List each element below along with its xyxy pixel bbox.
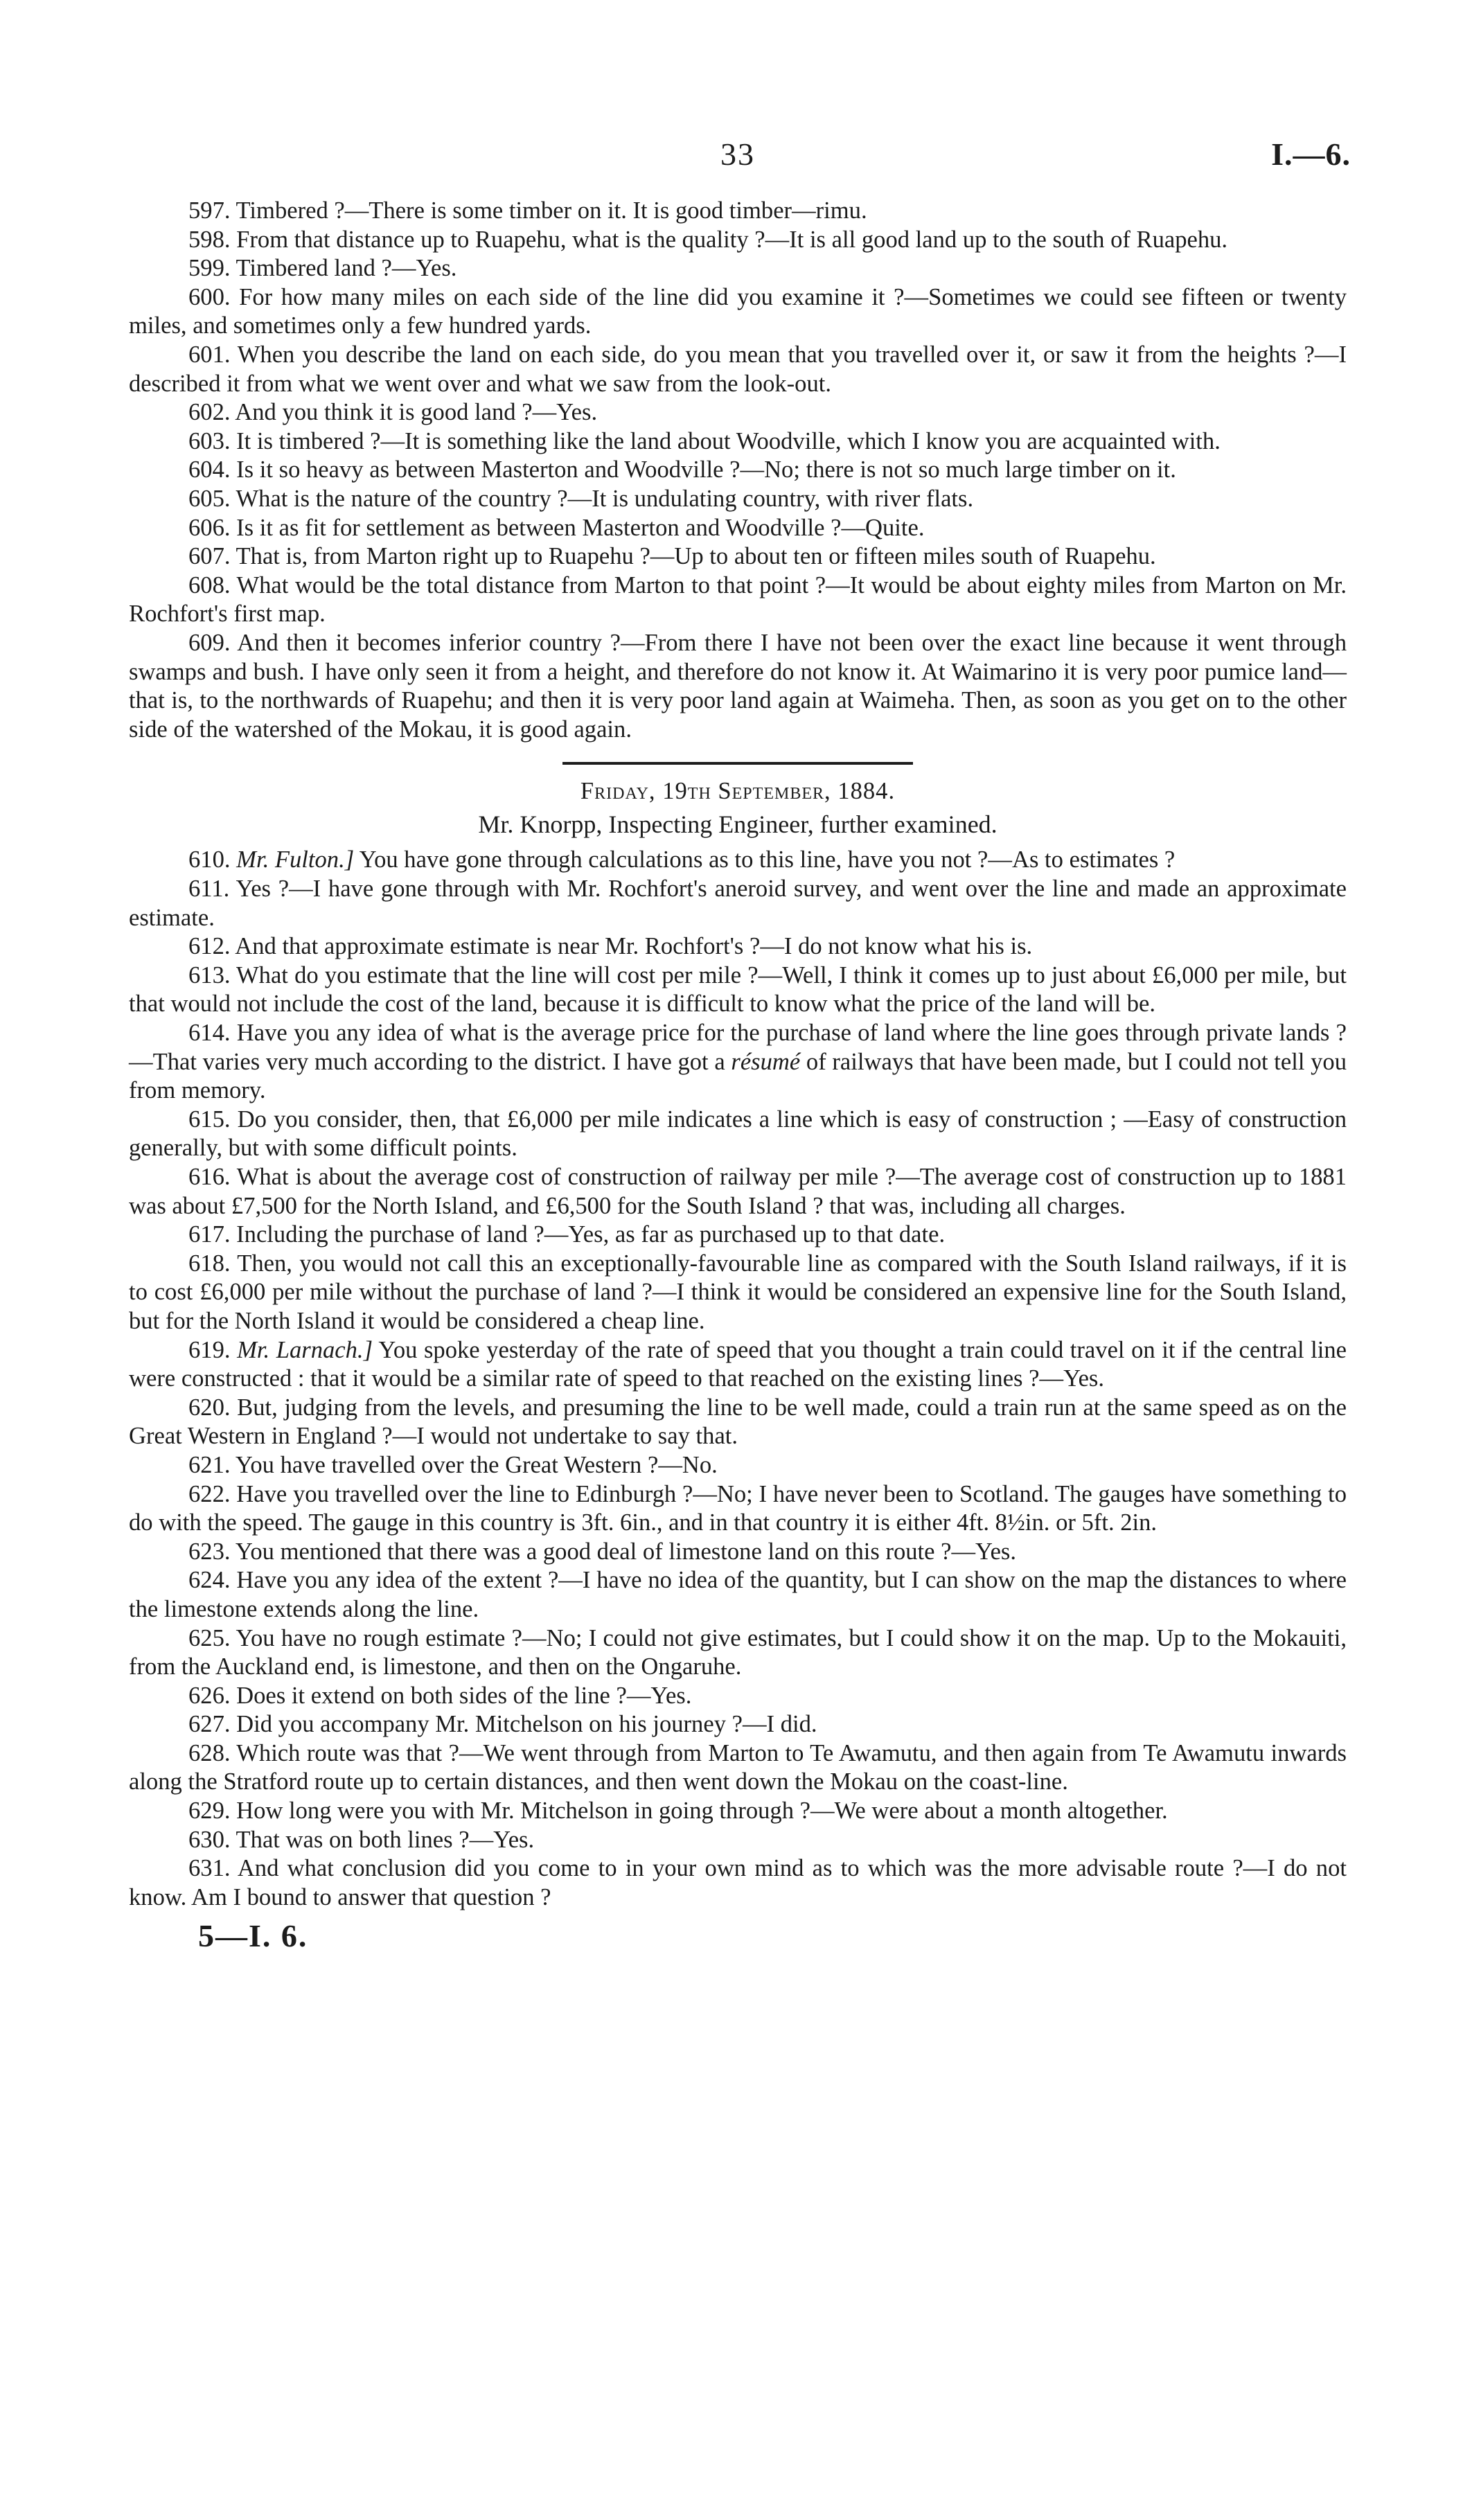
qa-paragraph: 613. What do you estimate that the line will cost per mile ?—Well, I think it comes up to just about £6,000 per mile, but that would not include the cost of the land, because it is difficult to know what the price of the land will be. xyxy=(129,961,1347,1018)
qa-paragraph: 607. That is, from Marton right up to Ruapehu ?—Up to about ten or fifteen miles south of Ruapehu. xyxy=(188,543,1156,570)
qa-paragraph: 601. When you describe the land on each side, do you mean that you travelled over it, or saw it from the heights ?—I described it from what we went over and what we saw from the look-out. xyxy=(129,341,1347,397)
qa-paragraph: 622. Have you travelled over the line to Edinburgh ?—No; I have never been to Scotland. The gauges have something to do with the speed. The gauge in this country is 3ft. 6in., and in that country it is either 4ft. 8½in. or 5ft. 2in. xyxy=(129,1480,1347,1536)
qa-paragraph: 600. For how many miles on each side of the line did you examine it ?—Sometimes we could see fifteen or twenty miles, and sometimes only a few hundred yards. xyxy=(129,283,1347,339)
qa-paragraph: 602. And you think it is good land ?—Yes. xyxy=(188,399,598,426)
qa-paragraph: 620. But, judging from the levels, and presuming the line to be well made, could a train run at the same speed as on the Great Western in England ?—I would not undertake to say that. xyxy=(129,1394,1347,1450)
qa-paragraph: 617. Including the purchase of land ?—Yes, as far as purchased up to that date. xyxy=(188,1221,946,1248)
paragraphs-611-613 xyxy=(129,875,1347,1019)
qa-paragraph: 625. You have no rough estimate ?—No; I could not give estimates, but I could show it on the map. Up to the Mokauiti, from the Auckland end, is limestone, and then on the Ongaruhe. xyxy=(129,1624,1347,1680)
paragraph-614 xyxy=(129,1019,1347,1106)
question-number: 619. xyxy=(188,1336,231,1363)
paragraph-619 xyxy=(129,1336,1347,1394)
speaker-name: Mr. Larnach.] xyxy=(237,1336,373,1363)
paragraph-text: 614. Have you any idea of what is the average price for the purchase of land where the line goes through private lands ?—That varies very much according to the district. I have got a xyxy=(129,1020,1347,1075)
question-number: 610. xyxy=(188,846,231,873)
qa-paragraph: 599. Timbered land ?—Yes. xyxy=(188,255,457,282)
qa-paragraph: 611. Yes ?—I have gone through with Mr. Rochfort's aneroid survey, and went over the line and made an approximate estimate. xyxy=(129,876,1347,931)
session-date: Friday, 19th September, 1884. xyxy=(580,778,896,805)
qa-paragraph: 603. It is timbered ?—It is something like the land about Woodville, which I know you are acquainted with. xyxy=(188,427,1221,454)
qa-paragraph: 631. And what conclusion did you come to in your own mind as to which was the more advisable route ?—I do not know. Am I bound to answer that question ? xyxy=(129,1855,1347,1910)
paragraphs-before-session xyxy=(129,197,1347,744)
qa-paragraph: 627. Did you accompany Mr. Mitchelson on his journey ?—I did. xyxy=(188,1711,817,1738)
qa-paragraph: 598. From that distance up to Ruapehu, what is the quality ?—It is all good land up to the south of Ruapehu. xyxy=(188,226,1228,253)
paragraph-text: of railways that have been made, but I could not tell you from memory. xyxy=(129,1048,1347,1104)
qa-paragraph: 621. You have travelled over the Great Western ?—No. xyxy=(188,1451,718,1478)
qa-paragraph: 630. That was on both lines ?—Yes. xyxy=(188,1826,535,1853)
paragraphs-615-618 xyxy=(129,1106,1347,1336)
qa-paragraph: 623. You mentioned that there was a good deal of limestone land on this route ?—Yes. xyxy=(188,1538,1017,1565)
qa-paragraph: 628. Which route was that ?—We went through from Marton to Te Awamutu, and then again from Te Awamutu inwards along the Stratford route up to certain distances, and then went down the Mokau on the coast-line. xyxy=(129,1739,1347,1795)
qa-paragraph: 606. Is it as fit for settlement as between Masterton and Woodville ?—Quite. xyxy=(188,514,925,541)
qa-paragraph: 604. Is it so heavy as between Masterton and Woodville ?—No; there is not so much large timber on it. xyxy=(188,456,1176,483)
paragraphs-after xyxy=(129,1394,1347,1913)
qa-paragraph: 608. What would be the total distance from Marton to that point ?—It would be about eighty miles from Marton on Mr. Rochfort's first map. xyxy=(129,571,1347,628)
italic-term: résumé xyxy=(731,1048,801,1075)
qa-paragraph: 624. Have you any idea of the extent ?—I have no idea of the quantity, but I can show on the map the distances to where the limestone extends along the line. xyxy=(129,1567,1347,1622)
qa-paragraph: 618. Then, you would not call this an exceptionally-favourable line as compared with the South Island railways, if it is to cost £6,000 per mile without the purchase of land ?—I think it would be considered an expensive line for the South Island, but for the North Island it would be considered a cheap line. xyxy=(129,1250,1347,1334)
qa-paragraph: 615. Do you consider, then, that £6,000 per mile indicates a line which is easy of construction ; —Easy of construction generally, but with some difficult points. xyxy=(129,1106,1347,1162)
page-number: 33 xyxy=(720,136,755,172)
qa-paragraph: 629. How long were you with Mr. Mitchelson in going through ?—We were about a month altogether. xyxy=(188,1798,1168,1825)
qa-paragraph: 605. What is the nature of the country ?—It is undulating country, with river flats. xyxy=(188,485,974,512)
qa-paragraph: 609. And then it becomes inferior country ?—From there I have not been over the exact line because it went through swamps and bush. I have only seen it from a height, and therefore do not know it. At Waimarino it is very poor pumice land—that is, to the northwards of Ruapehu; and then it is very poor land again at Waimeha. Then, as soon as you get on to the other side of the watershed of the Mokau, it is good again. xyxy=(129,629,1347,743)
qa-paragraph: 597. Timbered ?—There is some timber on it. It is good timber—rimu. xyxy=(188,197,867,224)
section-divider xyxy=(562,762,913,765)
question-text: You have gone through calculations as to this line, have you not ?—As to estimates ? xyxy=(354,846,1176,873)
qa-paragraph: 626. Does it extend on both sides of the line ?—Yes. xyxy=(188,1682,692,1709)
qa-paragraph: 616. What is about the average cost of construction of railway per mile ?—The average cost of construction up to 1881 was about £7,500 for the North Island, and £6,500 for the South Island ? that was, including all charges. xyxy=(129,1164,1347,1219)
paragraph-610 xyxy=(129,846,1347,875)
page-header xyxy=(0,136,1481,177)
qa-paragraph: 612. And that approximate estimate is near Mr. Rochfort's ?—I do not know what his is. xyxy=(188,933,1033,960)
body-text xyxy=(129,197,1347,1954)
witness-heading: Mr. Knorpp, Inspecting Engineer, further examined. xyxy=(478,810,997,838)
signature-mark: 5—I. 6. xyxy=(198,1918,308,1954)
speaker-name: Mr. Fulton.] xyxy=(236,846,355,873)
document-reference: I.—6. xyxy=(1271,136,1351,172)
question-text: You spoke yesterday of the rate of speed that you thought a train could travel on it if the central line were constructed : that it would be a similar rate of speed to that reached on the existing lines ?—Yes. xyxy=(129,1336,1347,1392)
